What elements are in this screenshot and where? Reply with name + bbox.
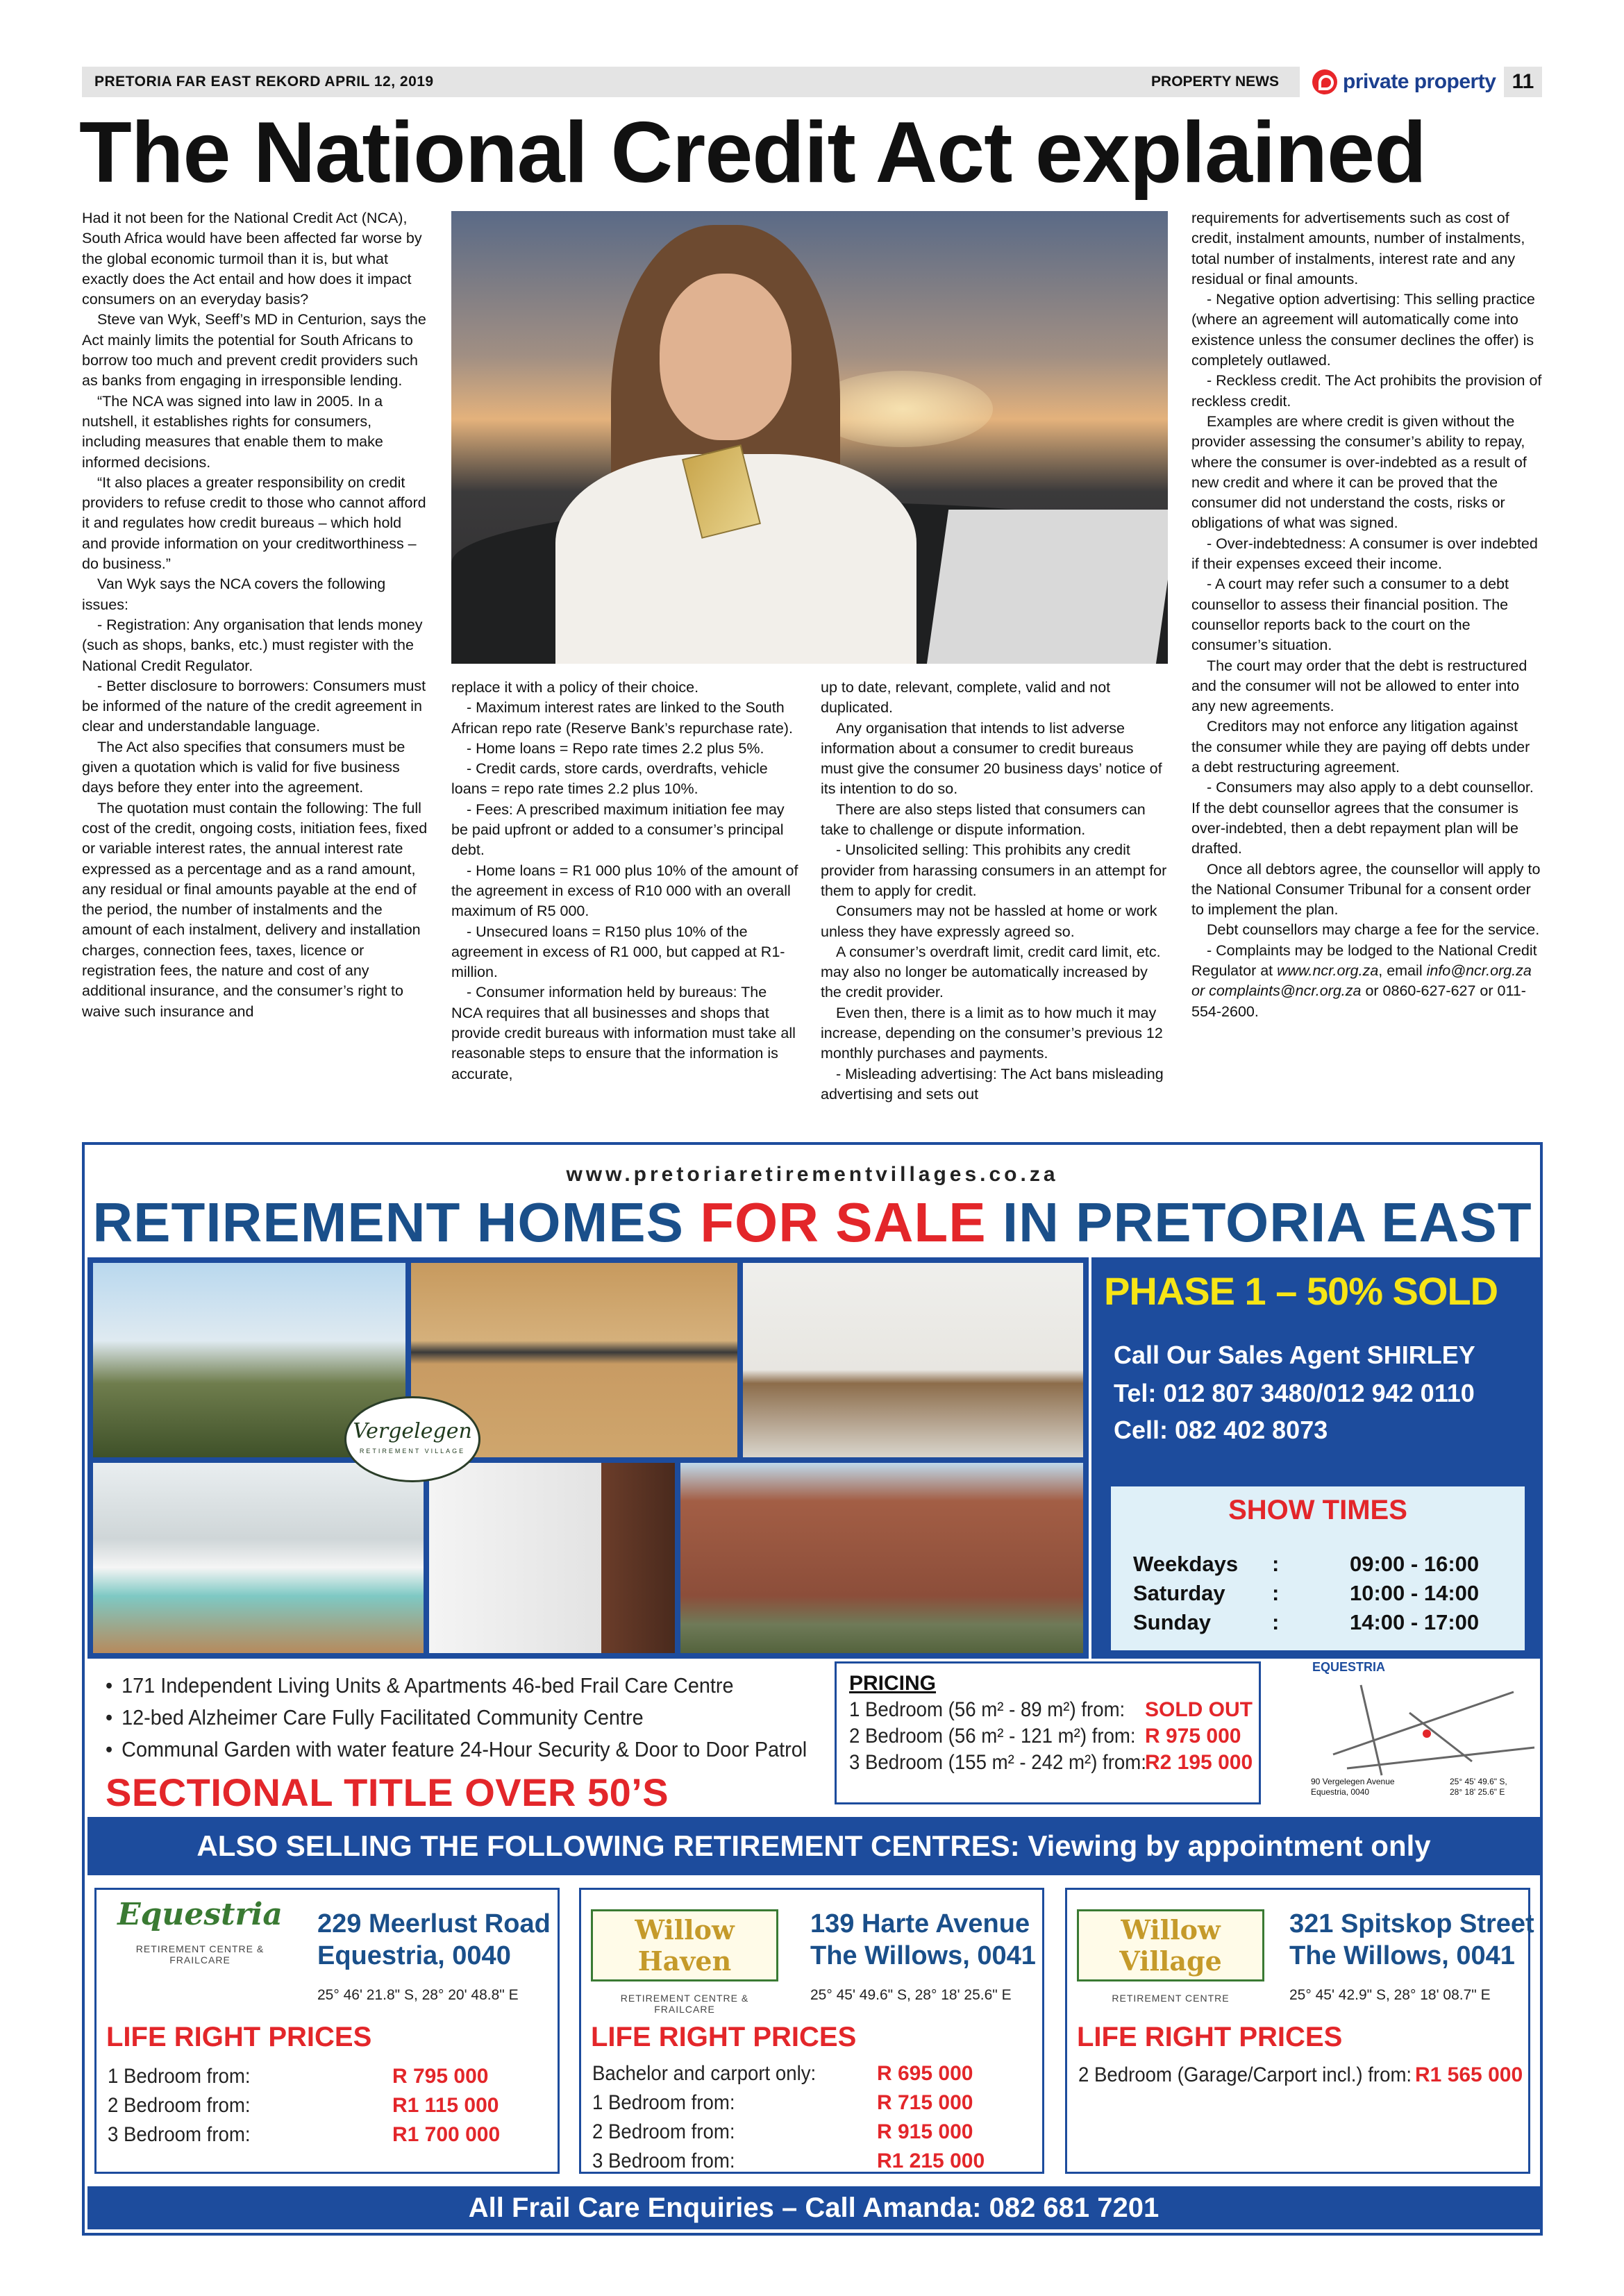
centre-address: 321 Spitskop Street The Willows, 0041: [1289, 1909, 1534, 1970]
centre-gps: 25° 46' 21.8" S, 28° 20' 48.8" E: [317, 1987, 519, 2003]
paragraph: replace it with a policy of their choice.: [451, 679, 699, 696]
bedroom-photo: [93, 1463, 424, 1653]
map-gps: 25° 45' 49.6" S, 28° 18' 25.6" E: [1450, 1777, 1507, 1797]
masthead-bar: [82, 67, 1300, 97]
paragraph: Examples are where credit is given without the provider assessing the consumer’s ability to repay, where the consumer is over-indebted as a result of new credit and where it can be proved that the consumer did not understand the costs, risks or obligations of what was signed.: [1191, 412, 1527, 532]
sectional-title-banner: SECTIONAL TITLE OVER 50’S: [106, 1770, 669, 1814]
section-label: PROPERTY NEWS: [1151, 74, 1279, 90]
price-row: 2 Bedroom from: R 915 000: [592, 2120, 973, 2143]
location-map: [1305, 1653, 1546, 1807]
paragraph: - Maximum interest rates are linked to the South African repo rate (Reserve Bank’s repurchase rate).: [451, 699, 793, 737]
paragraph: Van Wyk says the NCA covers the following issues:: [82, 576, 386, 613]
centre-address: 229 Meerlust Road Equestria, 0040: [317, 1909, 551, 1970]
paragraph: - Reckless credit. The Act prohibits the provision of reckless credit.: [1191, 372, 1542, 410]
page-title: The National Credit Act explained: [79, 105, 1426, 201]
article-column-2: [451, 678, 798, 1084]
bathroom-photo: [429, 1463, 675, 1653]
phase-status: PHASE 1 – 50% SOLD: [1104, 1269, 1498, 1313]
courtyard-photo: [680, 1463, 1083, 1653]
price-row: 3 Bedroom from: R1 215 000: [592, 2150, 985, 2172]
telephone: Tel: 012 807 3480/012 942 0110: [1114, 1379, 1475, 1407]
price-row: 2 Bedroom (56 m² - 121 m²) from: R 975 000: [849, 1725, 1241, 1748]
list-item: • Communal Garden with water feature 24-Hour Security & Door to Door Patrol: [106, 1734, 807, 1766]
retirement-homes-advert: [82, 1142, 1543, 2236]
centre-willow-village: [1065, 1888, 1534, 2174]
paragraph: Steve van Wyk, Seeff’s MD in Centurion, says the Act mainly limits the potential for South Africans to borrow too much and prevent credit providers such as banks from engaging in irresponsible lending.: [82, 311, 426, 389]
show-times-box: SHOW TIMES Weekdays : 09:00 - 16:00 Saturday : 10:00 - 14:00 Sunday : 14:00 - 17:00: [1111, 1486, 1525, 1650]
sales-panel: [1091, 1257, 1540, 1659]
features-list: [106, 1670, 860, 1766]
centre-equestria: [94, 1888, 560, 2174]
article-photo: [451, 211, 1168, 664]
willow-village-logo: Willow Village RETIREMENT CENTRE: [1077, 1897, 1264, 1987]
pricing-box: [835, 1661, 1261, 1804]
map-roads-icon: [1305, 1671, 1546, 1789]
advert-website: www.pretoriaretirementvillages.co.za: [566, 1163, 1059, 1186]
paragraph: - Better disclosure to borrowers: Consumers must be informed of the nature of the credit agreement in clear and understandable language.: [82, 677, 426, 735]
map-label: EQUESTRIA: [1312, 1660, 1386, 1674]
paragraph: - Negative option advertising: This selling practice (where an agreement will automatically come into existence unless the consumer declines the offer) is completely outlawed.: [1191, 291, 1535, 369]
paragraph: - Credit cards, store cards, overdrafts, vehicle loans = repo rate times 2.2 plus 10%.: [451, 760, 768, 798]
vergelegen-logo: Vergelegen RETIREMENT VILLAGE: [344, 1396, 480, 1482]
price-row: 1 Bedroom from: R 715 000: [592, 2091, 973, 2114]
paragraph: Consumers may not be hassled at home or work unless they have expressly agreed so.: [821, 903, 1157, 940]
paragraph: - Unsecured loans = R150 plus 10% of the agreement in excess of R1 000, but capped at R1-million.: [451, 923, 785, 981]
complaints-paragraph: - Complaints may be lodged to the National Credit Regulator at www.ncr.org.za, email info@ncr.org.za or complaints@ncr.org.za or 0860-627-627 or 011-554-2600.: [1191, 941, 1537, 1020]
price-row: Bachelor and carport only: R 695 000: [592, 2062, 973, 2085]
paragraph: - A court may refer such a consumer to a debt counsellor to assess their financial position. The counsellor reports back to the court on the consumer’s situation.: [1191, 576, 1509, 654]
price-row: 2 Bedroom from: R1 115 000: [108, 2094, 499, 2117]
paragraph: - Consumers may also apply to a debt counsellor. If the debt counsellor agrees that the consumer is over-indebted, then a debt repayment plan will be drafted.: [1191, 779, 1534, 857]
price-row: 3 Bedroom (155 m² - 242 m²) from: R2 195 000: [849, 1751, 1253, 1774]
life-right-prices-title: LIFE RIGHT PRICES: [106, 2022, 372, 2052]
article-column-4: [1191, 208, 1542, 1022]
map-address: 90 Vergelegen Avenue Equestria, 0040: [1311, 1777, 1395, 1797]
brand-name: private property: [1343, 70, 1496, 93]
paragraph: There are also steps listed that consumers can take to challenge or dispute information.: [821, 801, 1146, 839]
paragraph: requirements for advertisements such as cost of credit, instalment amounts, number of instalments, total number of instalments, interest rate and any residual or final amounts.: [1191, 210, 1525, 287]
article-column-1: [82, 208, 429, 1022]
paragraph: - Fees: A prescribed maximum initiation fee may be paid upfront or added to a consumer’s principal debt.: [451, 801, 785, 859]
centre-gps: 25° 45' 49.6" S, 28° 18' 25.6" E: [810, 1987, 1012, 2003]
paragraph: Any organisation that intends to list adverse information about a consumer to credit bureaus must give the consumer 20 business days’ notice of its intention to do so.: [821, 719, 1162, 798]
equestria-logo: Equestria RETIREMENT CENTRE & FRAILCARE: [117, 1897, 283, 1966]
centre-gps: 25° 45' 42.9" S, 28° 18' 08.7" E: [1289, 1987, 1491, 2003]
life-right-prices-title: LIFE RIGHT PRICES: [591, 2022, 857, 2052]
ncr-emails: info@ncr.org.za or complaints@ncr.org.za: [1191, 962, 1532, 1000]
paragraph: - Consumer information held by bureaus: The NCA requires that all businesses and shops that provide credit bureaus with information must take all reasonable steps to ensure that the information is accurate,: [451, 984, 796, 1082]
private-property-icon: [1312, 69, 1337, 94]
price-row: 1 Bedroom (56 m² - 89 m²) from: SOLD OUT: [849, 1698, 1253, 1721]
publication-date: PRETORIA FAR EAST REKORD APRIL 12, 2019: [94, 74, 434, 90]
paragraph: - Home loans = Repo rate times 2.2 plus 5%.: [467, 739, 764, 757]
paragraph: Even then, there is a limit as to how much it may increase, depending on the consumer’s previous 12 monthly purchases and payments.: [821, 1004, 1163, 1062]
paragraph: - Unsolicited selling: This prohibits any credit provider from harassing consumers in an attempt for them to apply for credit.: [821, 841, 1167, 899]
paragraph: - Home loans = R1 000 plus 10% of the amount of the agreement in excess of R10 000 with an overall maximum of R5 000.: [451, 862, 798, 920]
price-row: 3 Bedroom from: R1 700 000: [108, 2123, 501, 2146]
ncr-website: www.ncr.org.za: [1277, 962, 1379, 979]
paragraph: The court may order that the debt is restructured and the consumer will not be allowed to enter into any new agreements.: [1191, 657, 1527, 715]
willow-haven-logo: Willow Haven RETIREMENT CENTRE & FRAILCARE: [591, 1897, 778, 1987]
paragraph: “It also places a greater responsibility on credit providers to refuse credit to those who cannot afford it and regulates how credit bureaus – which hold and provide information on your creditworthiness – do business.”: [82, 474, 426, 573]
list-item: • 171 Independent Living Units & Apartments 46-bed Frail Care Centre: [106, 1670, 807, 1702]
photo-gallery: [87, 1257, 1089, 1659]
advert-title: RETIREMENT HOMES FOR SALE IN PRETORIA EAST: [92, 1191, 1532, 1253]
price-row: 2 Bedroom (Garage/Carport incl.) from: R1 565 000: [1078, 2063, 1523, 2086]
paragraph: - Over-indebtedness: A consumer is over indebted if their expenses exceed their income.: [1191, 535, 1538, 573]
cellphone: Cell: 082 402 8073: [1114, 1416, 1328, 1444]
paragraph: up to date, relevant, complete, valid and not duplicated.: [821, 679, 1111, 717]
pricing-title: PRICING: [849, 1672, 937, 1695]
price-row: 1 Bedroom from: R 795 000: [108, 2065, 489, 2088]
paragraph: “The NCA was signed into law in 2005. In a nutshell, it establishes rights for consumers, including measures that enable them to make informed decisions.: [82, 392, 383, 471]
centre-address: 139 Harte Avenue The Willows, 0041: [810, 1909, 1036, 1970]
paragraph: A consumer’s overdraft limit, credit card limit, etc. may also no longer be automatically increased by the credit provider.: [821, 943, 1161, 1001]
private-property-logo: [1312, 67, 1496, 97]
also-selling-banner: ALSO SELLING THE FOLLOWING RETIREMENT CENTRES: Viewing by appointment only: [87, 1817, 1540, 1875]
dining-room-photo: [743, 1263, 1083, 1457]
paragraph: - Misleading advertising: The Act bans misleading advertising and sets out: [821, 1065, 1164, 1103]
page-number: 11: [1504, 67, 1542, 97]
paragraph: The quotation must contain the following: The full cost of the credit, ongoing costs, initiation fees, fixed or variable interest rates, the annual interest rate expressed as a percentage and as a rand amount, any residual or final amounts payable at the end of the period, the number of instalments and the amount of each instalment, delivery and installation charges, connection fees, taxes, licence or registration fees, the nature and cost of any additional insurance, and the consumer’s right to waive such insurance and: [82, 799, 428, 1020]
show-times-title: SHOW TIMES: [1228, 1495, 1407, 1525]
centre-willow-haven: [579, 1888, 1044, 2174]
frail-care-banner: All Frail Care Enquiries – Call Amanda: 082 681 7201: [87, 2186, 1540, 2229]
paragraph: Had it not been for the National Credit Act (NCA), South Africa would have been affected far worse by the global economic turmoil than it is, but what exactly does the Act entail and how does it impact consumers on an everyday basis?: [82, 210, 422, 308]
paragraph: The Act also specifies that consumers must be given a quotation which is valid for five business days before they enter into the agreement.: [82, 738, 405, 796]
article-column-3: [821, 678, 1168, 1105]
list-item: • 12-bed Alzheimer Care Fully Facilitated Community Centre: [106, 1702, 807, 1734]
sales-agent: Call Our Sales Agent SHIRLEY: [1114, 1341, 1475, 1369]
life-right-prices-title: LIFE RIGHT PRICES: [1077, 2022, 1343, 2052]
paragraph: - Registration: Any organisation that lends money (such as shops, banks, etc.) must register with the National Credit Regulator.: [82, 616, 423, 674]
paragraph: Debt counsellors may charge a fee for the service.: [1207, 921, 1540, 939]
paragraph: Creditors may not enforce any litigation against the consumer while they are paying off debts under a debt restructuring agreement.: [1191, 718, 1530, 776]
paragraph: Once all debtors agree, the counsellor will apply to the National Consumer Tribunal for a consent order to implement the plan.: [1191, 860, 1541, 919]
